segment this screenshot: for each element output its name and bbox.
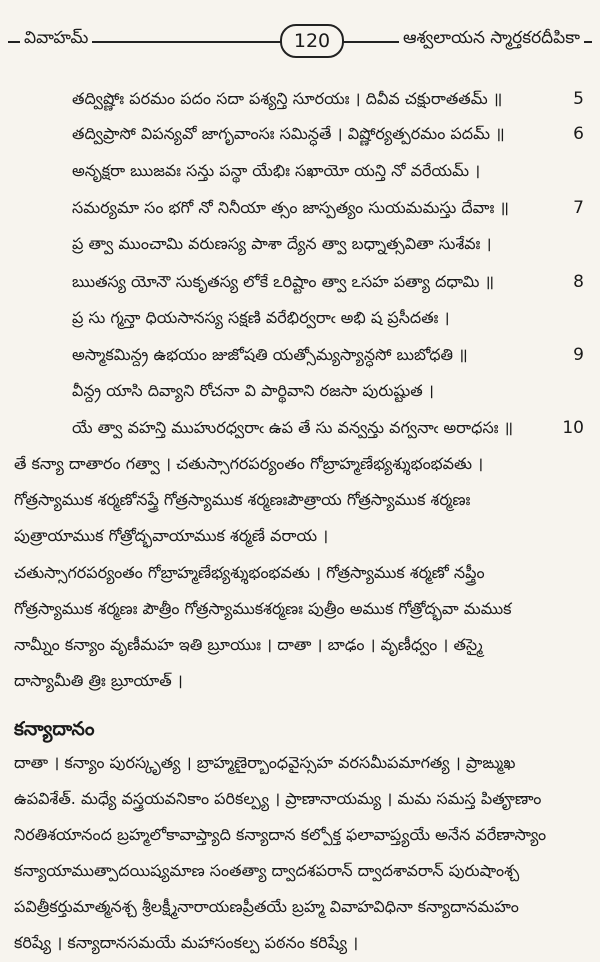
verse-text: ప్ర త్వా ముంచామి వరుణస్య పాశా ద్యేన త్వా బధ్నాత్సవితా సుశేవః । — [72, 234, 492, 253]
section-line: కన్యాయాముత్పాదయిష్యమాణ సంతత్యా ద్వాదశపరాన్ ద్వాదశావరాన్ పురుషాంశ్చ — [14, 861, 520, 880]
section-heading: కన్యాదానం — [14, 718, 95, 740]
prose-line: గోత్రస్యాముక శర్మణోనప్త్రే గోత్రస్యాముక శర్మణఃపౌత్రాయ గోత్రస్యాముక శర్మణః — [14, 490, 471, 509]
verse-text: అనృక్షరా ఋజవః సన్తు పన్థా యేభిః సఖాయో యన్తి నో వరేయమ్ । — [72, 161, 481, 180]
verse-line — [72, 417, 592, 439]
verse-line — [72, 344, 592, 366]
verse-text: తద్విష్ణోః పరమం పదం సదా పశ్యన్తి సూరయః । దివీవ చక్షురాతతమ్ ॥ — [72, 89, 503, 108]
prose-line: దాస్యామీతి త్రిః బ్రూయాత్ । — [14, 671, 183, 690]
prose-line: గోత్రస్యాముక శర్మణః పౌత్రీం గోత్రస్యాముకశర్మణః పుత్రీం అముక గోత్రోద్భవా మముక — [14, 599, 512, 618]
running-header — [8, 24, 592, 60]
verse-text: తద్విప్రాసో విపన్యవో జాగృవాంసః సమిన్ధతే । విష్ణోర్యత్పరమం పదమ్ ॥ — [72, 124, 505, 143]
prose-line: తే కన్యా దాతారం గత్వా । చతుస్సాగరపర్యంతం గోబ్రాహ్మణేభ్యశ్శుభంభవతు । — [14, 454, 484, 473]
verse-text: యే త్వా వహన్తి ముహురధ్వరాఁ ఉప తే సు వన్వన్తు వగ్వనాఁ అరాధసః ॥ — [72, 418, 514, 437]
prose-line: నామ్నీం కన్యాం వృణీమహ ఇతి బ్రూయుః । దాతా । బాఢం । వృణీధ్వం । తస్మై — [14, 635, 483, 654]
section-line: కరిష్యే । కన్యాదానసమయే మహాసంకల్ప పఠనం కరిష్యే । — [14, 933, 359, 952]
verse-number: 9 — [573, 345, 584, 365]
section-line: పవిత్రీకర్తుమాత్మనశ్చ శ్రీలక్ష్మీనారాయణప్రీతయే బ్రహ్మ వివాహవిధినా కన్యాదానమహం — [14, 897, 519, 916]
verse-number: 8 — [573, 272, 584, 292]
prose-line: పుత్రాయాముక గోత్రోద్భవాయాముక శర్మణే వరాయ । — [14, 526, 329, 545]
page-number-badge: 120 — [280, 24, 344, 58]
verse-line — [72, 271, 592, 293]
verse-number: 6 — [573, 124, 584, 144]
verse-line — [72, 123, 592, 145]
verse-number: 7 — [573, 198, 584, 218]
verse-line — [72, 160, 592, 182]
verse-text: అస్మాకమిన్ద్ర ఉభయం జుజోషతి యత్సోమ్యస్యాన్ధసో బుబోధతి ॥ — [72, 345, 468, 364]
verse-text: వీన్ద్ర యాసి దివ్యాని రోచనా వి పార్థివాని రజసా పురుష్టుత । — [72, 381, 434, 400]
verse-line — [72, 307, 592, 329]
verse-line — [72, 197, 592, 219]
verse-text: ఋతస్య యోనౌ సుకృతస్య లోకే ఽరిష్టాం త్వా ఽసహ పత్యా దధామి ॥ — [72, 272, 495, 291]
verse-text: సమర్యమా సం భగో నో నినీయా త్సం జాస్పత్యం సుయమమస్తు దేవాః ॥ — [72, 198, 510, 217]
section-line: నిరతిశయానంద బ్రహ్మలోకావాప్త్యాది కన్యాదాన కల్పోక్త ఫలావాప్త్యయే అనేన వరేణాస్యాం — [14, 825, 547, 844]
section-line: ఉపవిశేత్. మధ్యే వస్త్రయవనికాం పరికల్ప్య । ప్రాణానాయమ్య । మమ సమస్త పితౄణాం — [14, 789, 542, 808]
header-left-title: వివాహమ్ — [20, 28, 92, 52]
verse-number: 5 — [573, 89, 584, 109]
verse-line — [72, 233, 592, 255]
verse-line — [72, 380, 592, 402]
verse-number: 10 — [562, 418, 584, 438]
verse-text: ప్ర సు గ్మన్తా ధియసానస్య సక్షణి వరేభిర్వరాఁ అభి ష ప్రసీదతః । — [72, 308, 450, 327]
verse-line — [72, 88, 592, 110]
section-line: దాతా । కన్యాం పురస్కృత్య । బ్రాహ్మణైర్బాంధవైస్సహ వరసమీపమాగత్య । ప్రాఙ్ముఖ — [14, 753, 516, 772]
prose-line: చతుస్సాగరపర్యంతం గోబ్రాహ్మణేభ్యశ్శుభంభవతు । గోత్రస్యాముక శర్మణో నప్త్రీం — [14, 563, 485, 582]
header-right-title: ఆశ్వలాయన స్మార్తకరదీపికా — [399, 28, 584, 52]
